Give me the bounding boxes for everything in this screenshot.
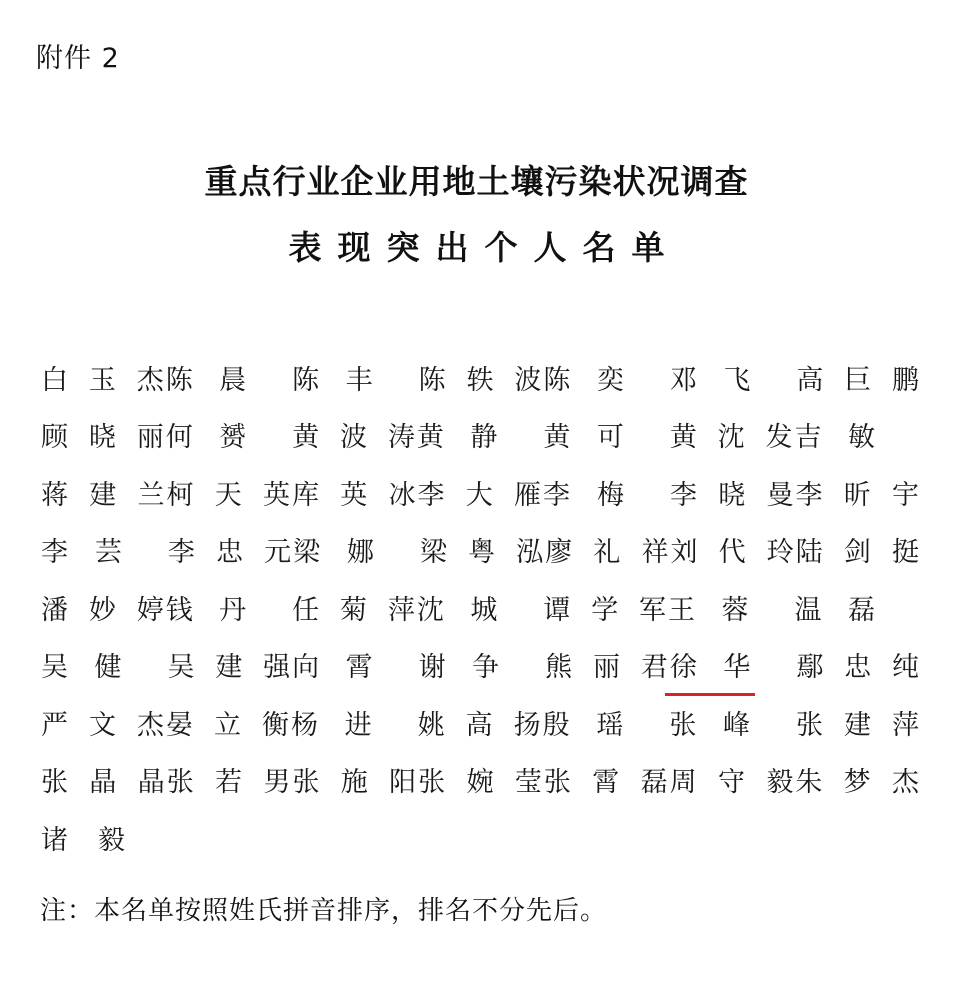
person-name: 黄 波 涛: [292, 422, 415, 454]
name-list: [40, 352, 920, 870]
highlighted-name: 徐 华: [669, 652, 751, 684]
name-row: [40, 467, 920, 525]
name-row: [40, 697, 920, 755]
person-name: 沈 城: [416, 594, 498, 626]
person-name: 张 婉 莹: [418, 767, 542, 799]
person-name: 吴 建 强: [167, 652, 291, 684]
person-name: 吉 敏: [794, 422, 875, 454]
person-name: 黄 可: [543, 422, 624, 454]
person-name: 钱 丹: [165, 594, 247, 626]
person-name: 张 施 阳: [292, 767, 417, 799]
person-name: 温 磊: [794, 594, 875, 626]
person-name: 谢 争: [418, 652, 500, 684]
attachment-label: 附件 2: [36, 43, 120, 74]
person-name: 王 蓉: [668, 594, 749, 626]
name-row: [40, 352, 920, 410]
person-name: 张 峰: [669, 709, 751, 741]
person-name: 李 芸: [41, 537, 122, 569]
person-name: 蒋 建 兰: [41, 479, 165, 511]
person-name: 廖 礼 祥: [545, 537, 669, 569]
person-name: 黄 沈 发: [669, 422, 793, 454]
person-name: 姚 高 扬: [417, 709, 541, 741]
person-name: 陈 奕: [543, 364, 624, 396]
name-row: [40, 755, 920, 813]
name-row: [40, 410, 920, 468]
person-name: 刘 代 玲: [670, 537, 794, 569]
footnote: 注：本名单按照姓氏拼音排序，排名不分先后。: [40, 896, 608, 926]
name-row: [40, 525, 920, 583]
person-name: 潘 妙 婷: [41, 594, 164, 626]
person-name: 向 霄: [292, 652, 373, 684]
person-name: 张 若 男: [166, 767, 291, 799]
name-row: [40, 582, 920, 640]
person-name: 陈 轶 波: [418, 364, 542, 396]
person-name: 梁 娜: [293, 537, 374, 569]
person-name: 朱 梦 杰: [795, 767, 920, 799]
person-name: 高 巨 鹏: [796, 364, 919, 396]
person-name: 陆 剑 挺: [795, 537, 919, 569]
person-name: 柯 天 英: [166, 479, 290, 511]
person-name: 殷 瑶: [542, 709, 624, 741]
person-name: 陈 晨: [165, 364, 247, 396]
person-name: 何 赟: [165, 422, 247, 454]
person-name: 吴 健: [41, 652, 122, 684]
person-name: 杨 进: [290, 709, 372, 741]
person-name: 张 霄 磊: [543, 767, 668, 799]
person-name: 晏 立 衡: [165, 709, 289, 741]
person-name: 李 忠 元: [167, 537, 292, 569]
person-name: 熊 丽 君: [545, 652, 668, 684]
person-name: 黄 静: [416, 422, 498, 454]
document-title-line-1: 重点行业企业用地土壤污染状况调查: [204, 162, 749, 201]
person-name: 张 建 萍: [796, 709, 919, 741]
person-name: 周 守 毅: [669, 767, 794, 799]
person-name: 顾 晓 丽: [41, 422, 164, 454]
person-name: 梁 粤 泓: [419, 537, 544, 569]
document-title-line-2: 表现突出个人名单: [288, 228, 681, 267]
person-name: 李 晓 曼: [670, 479, 794, 511]
person-name: 陈 丰: [292, 364, 373, 396]
person-name: 严 文 杰: [41, 709, 164, 741]
person-name: 诸 毅: [41, 824, 125, 856]
person-name: 库 英 冰: [292, 479, 416, 511]
name-row: [40, 812, 920, 870]
person-name: 白 玉 杰: [41, 364, 164, 396]
person-name: 李 大 雁: [417, 479, 541, 511]
name-row: [40, 640, 920, 698]
person-name: 任 菊 萍: [292, 594, 415, 626]
person-name: 谭 学 军: [543, 594, 667, 626]
person-name: 李 梅: [543, 479, 625, 511]
person-name: 李 昕 宇: [795, 479, 920, 511]
person-name: 鄢 忠 纯: [796, 652, 919, 684]
person-name: 邓 飞: [669, 364, 751, 396]
person-name: 张 晶 晶: [41, 767, 165, 799]
